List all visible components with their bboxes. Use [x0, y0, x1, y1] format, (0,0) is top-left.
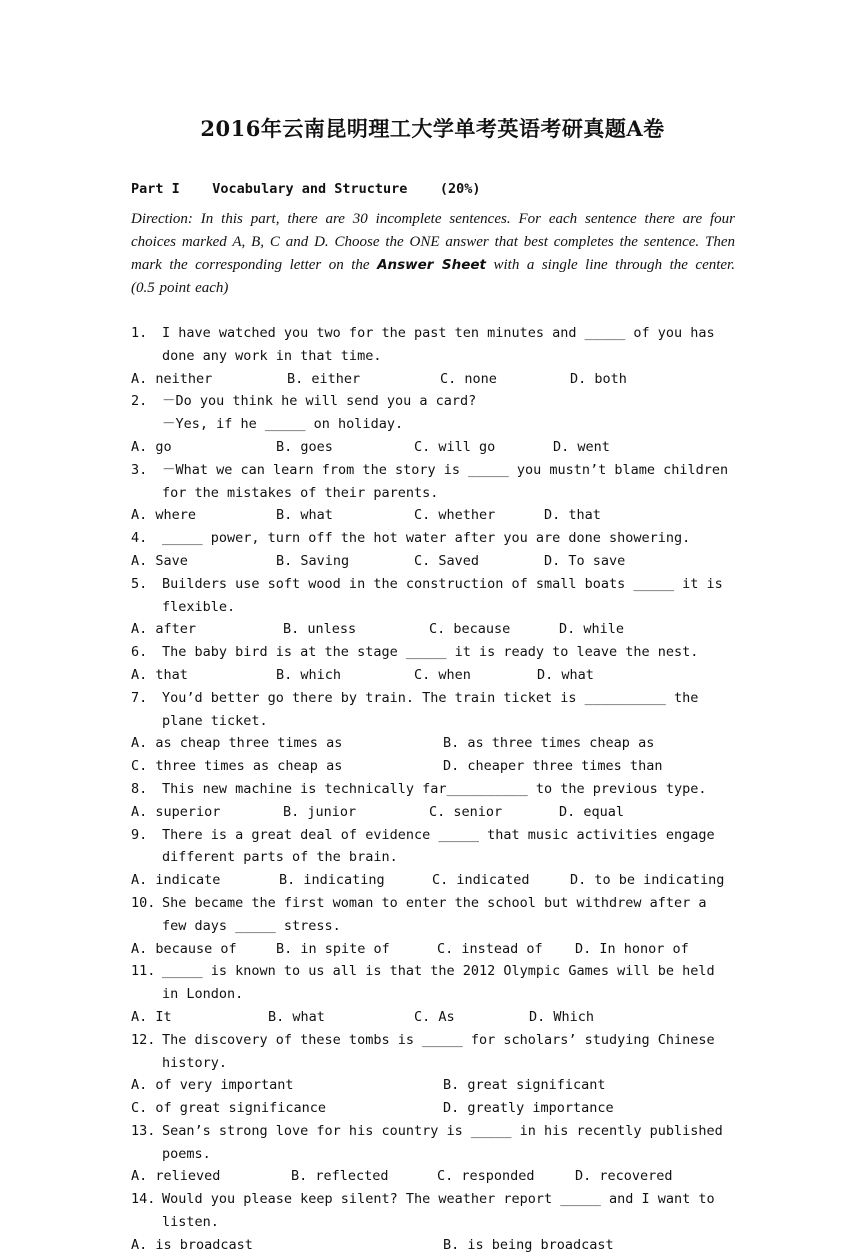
- question-number: 12.: [131, 1031, 156, 1048]
- question-item: [131, 573, 735, 619]
- option-d: D. recovered: [575, 1168, 673, 1185]
- question-item: [131, 1120, 735, 1166]
- option-b: B. in spite of: [276, 940, 390, 957]
- option-a: A. superior: [131, 803, 221, 820]
- option-c: C. will go: [414, 438, 496, 455]
- question-number: 14.: [131, 1191, 156, 1208]
- question-item: [131, 390, 735, 436]
- options-row: [131, 368, 735, 391]
- question-list: [131, 322, 735, 1257]
- question-number: 3.: [131, 461, 148, 478]
- option-d: D. Which: [529, 1008, 595, 1025]
- option-b: B. reflected: [291, 1168, 389, 1185]
- option-a: A. where: [131, 507, 197, 524]
- option-a: A. as cheap three times as: [131, 735, 343, 752]
- question-text: This new machine is technically far__________ to the previous type.: [162, 780, 707, 797]
- option-d: D. equal: [559, 803, 625, 820]
- question-number: 10.: [131, 894, 156, 911]
- option-a: A. that: [131, 666, 188, 683]
- options-row: [131, 1165, 735, 1188]
- option-d: D. to be indicating: [570, 872, 725, 889]
- option-c: C. three times as cheap as: [131, 758, 343, 775]
- question-item: [131, 322, 735, 368]
- question-text: Builders use soft wood in the construction of small boats _____ it is flexible.: [162, 575, 723, 615]
- option-d: D. that: [544, 507, 601, 524]
- part-label: Part I: [131, 181, 180, 197]
- question-text: The baby bird is at the stage _____ it is ready to leave the nest.: [162, 644, 699, 661]
- options-row: [131, 1074, 735, 1097]
- question-item: [131, 778, 735, 801]
- direction-before: Direction: In this part, there are 30 incomplete sentences. For each sentence there are four choices marked A, B, C and D. Choose the ONE answer that best completes the sentence. Then mark the corresponding letter on the: [131, 211, 735, 273]
- option-a: A. is broadcast: [131, 1236, 253, 1253]
- question-number: 8.: [131, 780, 148, 797]
- option-b: B. goes: [276, 438, 333, 455]
- question-item: [131, 824, 735, 870]
- option-b: B. indicating: [279, 872, 385, 889]
- option-b: B. either: [287, 370, 361, 387]
- question-number: 7.: [131, 689, 148, 706]
- options-row: [131, 1234, 735, 1257]
- options-row: [131, 755, 735, 778]
- question-item: [131, 1029, 735, 1075]
- direction-text: [131, 208, 751, 300]
- options-row: [131, 869, 735, 892]
- option-c: C. indicated: [432, 872, 530, 889]
- question-item: [131, 960, 735, 1006]
- option-c: C. whether: [414, 507, 496, 524]
- direction-after: with a single line through the center. (0.5 point each): [131, 257, 751, 296]
- question-text: －Do you think he will send you a card?: [162, 393, 477, 410]
- option-c: C. As: [414, 1008, 455, 1025]
- option-d: D. To save: [544, 552, 626, 569]
- question-number: 9.: [131, 826, 148, 843]
- option-d: D. cheaper three times than: [443, 758, 663, 775]
- question-number: 2.: [131, 393, 148, 410]
- option-c: C. senior: [429, 803, 503, 820]
- options-row: [131, 938, 735, 961]
- option-a: A. It: [131, 1008, 172, 1025]
- document-title: 2016年云南昆明理工大学单考英语考研真题A卷: [200, 116, 665, 141]
- option-d: D. greatly importance: [443, 1100, 614, 1117]
- answer-sheet-emphasis: Answer Sheet: [377, 257, 486, 273]
- question-text: _____ is known to us all is that the 2012 Olympic Games will be held in London.: [162, 963, 715, 1003]
- question-number: 11.: [131, 963, 156, 980]
- option-b: B. what: [276, 507, 333, 524]
- part-name: Vocabulary and Structure: [212, 181, 408, 197]
- option-b: B. is being broadcast: [443, 1236, 614, 1253]
- option-b: B. which: [276, 666, 342, 683]
- option-c: C. instead of: [437, 940, 543, 957]
- options-row: [131, 801, 735, 824]
- option-d: D. both: [570, 370, 627, 387]
- question-item: [131, 892, 735, 938]
- question-number: 5.: [131, 575, 148, 592]
- option-a: A. after: [131, 621, 197, 638]
- options-row: [131, 1097, 735, 1120]
- option-c: C. of great significance: [131, 1100, 327, 1117]
- question-text: I have watched you two for the past ten minutes and _____ of you has done any work in that time.: [162, 325, 715, 364]
- question-text: Would you please keep silent? The weather report _____ and I want to listen.: [162, 1191, 715, 1231]
- option-a: A. indicate: [131, 872, 221, 889]
- option-a: A. of very important: [131, 1077, 294, 1094]
- option-a: A. because of: [131, 940, 237, 957]
- question-text: The discovery of these tombs is _____ for scholars’ studying Chinese history.: [162, 1031, 715, 1071]
- option-b: B. Saving: [276, 552, 350, 569]
- question-text-reply: －Yes, if he _____ on holiday.: [162, 416, 404, 433]
- question-number: 1.: [131, 325, 148, 341]
- option-b: B. junior: [283, 803, 357, 820]
- option-d: D. In honor of: [575, 940, 689, 957]
- option-b: B. what: [268, 1008, 325, 1025]
- question-text: Sean’s strong love for his country is _____ in his recently published poems.: [162, 1122, 723, 1162]
- question-text: There is a great deal of evidence _____ that music activities engage different parts of the brain.: [162, 826, 715, 866]
- question-text: －What we can learn from the story is _____ you mustn’t blame children for the mistakes of their parents.: [162, 461, 729, 501]
- option-d: D. what: [537, 666, 594, 683]
- option-a: A. Save: [131, 552, 188, 569]
- question-number: 4.: [131, 530, 148, 547]
- option-d: D. went: [553, 438, 610, 455]
- option-c: C. when: [414, 666, 471, 683]
- question-item: [131, 641, 735, 664]
- part-score: (20%): [439, 181, 481, 197]
- options-row: [131, 550, 735, 573]
- options-row: [131, 504, 735, 527]
- question-item: [131, 459, 735, 505]
- options-row: [131, 664, 735, 687]
- options-row: [131, 732, 735, 755]
- question-number: 13.: [131, 1122, 156, 1139]
- question-number: 6.: [131, 644, 148, 661]
- option-a: A. relieved: [131, 1168, 221, 1185]
- options-row: [131, 436, 735, 459]
- option-a: A. neither: [131, 370, 213, 387]
- question-text: You’d better go there by train. The train ticket is __________ the plane ticket.: [162, 689, 699, 729]
- question-item: [131, 1188, 735, 1234]
- question-item: [131, 687, 735, 733]
- option-b: B. unless: [283, 621, 357, 638]
- options-row: [131, 1006, 735, 1029]
- option-b: B. as three times cheap as: [443, 735, 655, 752]
- option-c: C. responded: [437, 1168, 535, 1185]
- option-c: C. Saved: [414, 552, 480, 569]
- option-d: D. while: [559, 621, 625, 638]
- part-heading: [131, 181, 481, 197]
- option-b: B. great significant: [443, 1077, 606, 1094]
- option-a: A. go: [131, 438, 172, 455]
- question-text: _____ power, turn off the hot water after you are done showering.: [162, 530, 691, 547]
- option-c: C. because: [429, 621, 511, 638]
- options-row: [131, 618, 735, 641]
- question-text: She became the first woman to enter the school but withdrew after a few days _____ stress.: [162, 894, 707, 934]
- option-c: C. none: [440, 370, 497, 387]
- question-item: [131, 527, 735, 550]
